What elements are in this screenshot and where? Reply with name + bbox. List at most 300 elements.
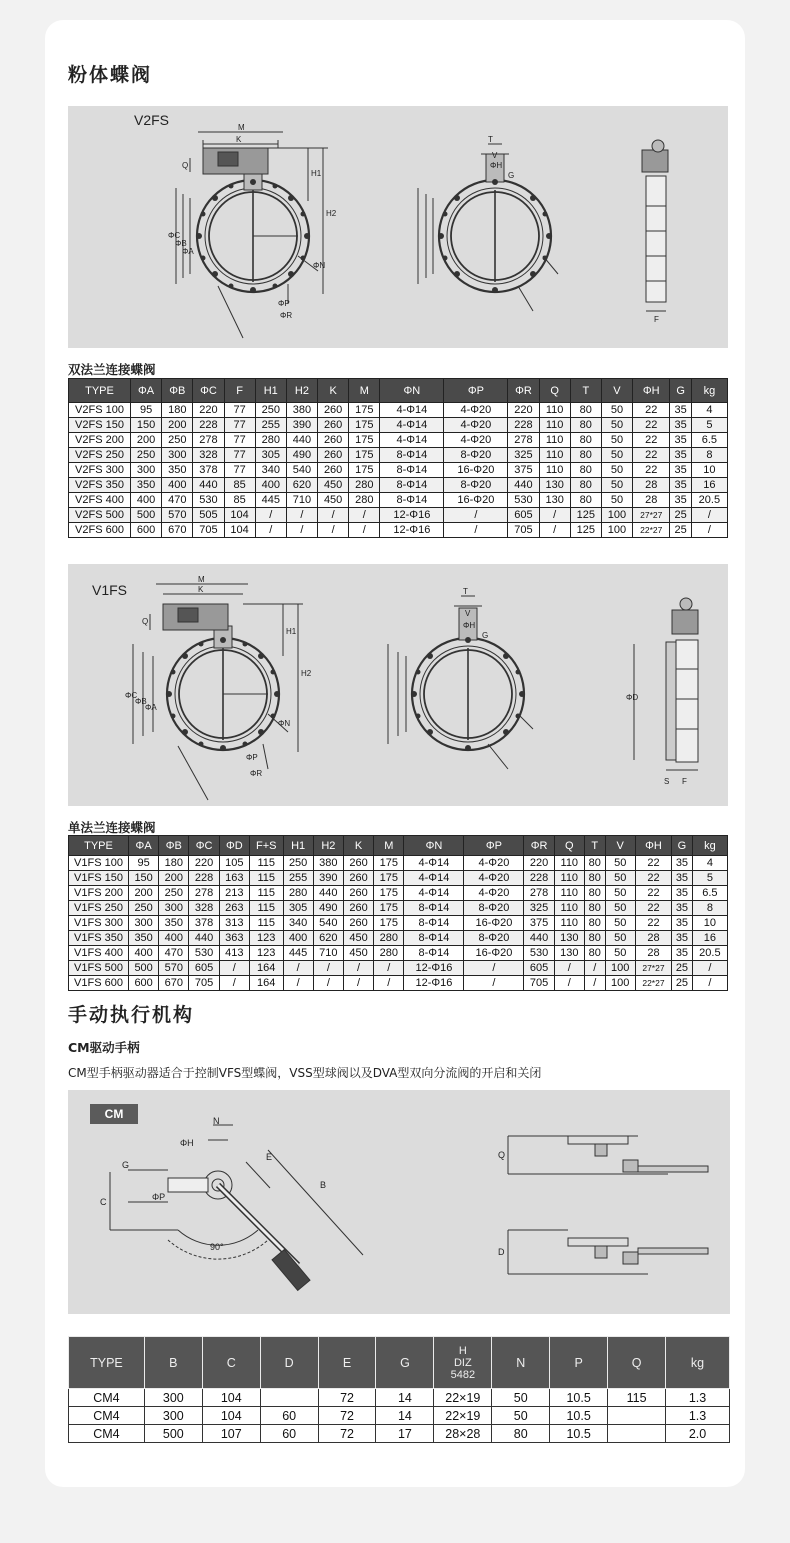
table-cell: 605: [524, 961, 554, 976]
table-row: [69, 463, 728, 478]
table-cell: 35: [672, 886, 693, 901]
cm-dim-E: E: [266, 1152, 273, 1162]
cm-angle-label: 90°: [210, 1242, 224, 1252]
v1fs-dim-V: V: [465, 609, 471, 618]
table-cell: 280: [349, 478, 380, 493]
table-cell: 28: [635, 946, 671, 961]
table-cell: 28: [633, 478, 670, 493]
t1-header: ΦN: [380, 379, 444, 403]
table-cell: 77: [224, 463, 255, 478]
table-cell: 50: [601, 463, 632, 478]
table-cell: 8-Φ14: [380, 448, 444, 463]
table-cell: 705: [524, 976, 554, 991]
table-cell: 280: [255, 433, 286, 448]
table-cell: 450: [318, 493, 349, 508]
table-cell: 123: [249, 946, 283, 961]
v1fs-dim-T: T: [463, 587, 468, 596]
table-cell: 10: [691, 463, 727, 478]
table-cell: CM4: [69, 1425, 145, 1443]
table-cell: 620: [313, 931, 343, 946]
table-cell: /: [584, 961, 605, 976]
table-cell: 77: [224, 418, 255, 433]
table-cell: 350: [131, 478, 162, 493]
table-cell: 130: [539, 478, 570, 493]
table-cell: 300: [129, 916, 159, 931]
table-cell: 600: [131, 523, 162, 538]
table-cell: 300: [159, 901, 189, 916]
table-cell: V2FS 200: [69, 433, 131, 448]
t2-header: ΦH: [635, 836, 671, 856]
table-cell: 80: [570, 418, 601, 433]
table-cell: 2.0: [666, 1425, 730, 1443]
v1fs-dim-D: ΦD: [626, 693, 639, 702]
table-cell: 8-Φ14: [404, 946, 464, 961]
table-cell: 22×19: [434, 1407, 492, 1425]
t3-header: kg: [666, 1337, 730, 1389]
table-row: [69, 1389, 730, 1407]
table-cell: 10.5: [550, 1389, 608, 1407]
table-cell: 4-Φ20: [444, 433, 508, 448]
v1fs-dim-K: K: [198, 585, 204, 594]
t1-header-type: TYPE: [69, 379, 131, 403]
table-cell: 278: [508, 433, 539, 448]
table-cell: 540: [313, 916, 343, 931]
v2fs-dim-R: ΦR: [280, 311, 293, 320]
v1fs-dim-F: F: [682, 777, 687, 786]
table-cell: 105: [219, 856, 249, 871]
table-cell: 4-Φ20: [464, 871, 524, 886]
table-cell: 300: [131, 463, 162, 478]
v1fs-dim-M: M: [198, 575, 205, 584]
table-cell: /: [255, 523, 286, 538]
table-cell: 35: [672, 871, 693, 886]
table-cell: /: [444, 508, 508, 523]
table-cell: 22: [635, 856, 671, 871]
section-title-manual-actuator: 手动执行机构: [68, 1004, 195, 1026]
table-cell: 27*27: [635, 961, 671, 976]
table-cell: 470: [162, 493, 193, 508]
table-row: [69, 523, 728, 538]
table-cell: 25: [672, 976, 693, 991]
table-cell: 710: [286, 493, 317, 508]
v1fs-dim-R: ΦR: [250, 769, 263, 778]
table-cell: 375: [524, 916, 554, 931]
t3-header: P: [550, 1337, 608, 1389]
table-cell: 4: [692, 856, 727, 871]
table-row: [69, 901, 728, 916]
t1-header: V: [601, 379, 632, 403]
table-cell: 50: [605, 946, 635, 961]
table-cell: 85: [224, 493, 255, 508]
table-cell: 107: [202, 1425, 260, 1443]
table-cell: 445: [255, 493, 286, 508]
table-cell: 280: [349, 493, 380, 508]
table-cell: 16: [692, 931, 727, 946]
table-cell: 80: [570, 448, 601, 463]
t2-header: ΦR: [524, 836, 554, 856]
table-cell: /: [691, 508, 727, 523]
table-cell: /: [374, 961, 404, 976]
table-cell: 540: [286, 463, 317, 478]
table-cell: 260: [343, 856, 373, 871]
table-cell: 80: [584, 916, 605, 931]
table-cell: 600: [129, 976, 159, 991]
table-cell: 530: [524, 946, 554, 961]
table-row: [69, 418, 728, 433]
table-cell: V2FS 300: [69, 463, 131, 478]
table-cell: V2FS 350: [69, 478, 131, 493]
table-cell: 35: [672, 856, 693, 871]
table-cell: 250: [255, 403, 286, 418]
table-row: [69, 946, 728, 961]
table-cell: V1FS 400: [69, 946, 129, 961]
table-cell: 1.3: [666, 1389, 730, 1407]
table-cell: 250: [162, 433, 193, 448]
table-cell: 8-Φ14: [404, 901, 464, 916]
table-cell: 110: [554, 871, 584, 886]
table-cell: 100: [605, 961, 635, 976]
table-cell: 163: [219, 871, 249, 886]
table-cell: V1FS 300: [69, 916, 129, 931]
table-cell: 25: [672, 961, 693, 976]
t1-header: H2: [286, 379, 317, 403]
table-cell: 72: [318, 1389, 376, 1407]
table-cell: V2FS 250: [69, 448, 131, 463]
t3-header: G: [376, 1337, 434, 1389]
table-cell: 450: [343, 946, 373, 961]
table-cell: 125: [570, 508, 601, 523]
table-cell: 228: [524, 871, 554, 886]
table-cell: 4-Φ20: [444, 403, 508, 418]
t3-header-H: H DIZ 5482: [434, 1337, 492, 1389]
table-cell: 14: [376, 1389, 434, 1407]
t1-header: F: [224, 379, 255, 403]
table-cell: 200: [129, 886, 159, 901]
table-cell: 440: [524, 931, 554, 946]
table-cell: 16-Φ20: [444, 493, 508, 508]
cm-dim-P: ΦP: [152, 1192, 166, 1202]
table-cell: 175: [374, 886, 404, 901]
table-cell: /: [286, 508, 317, 523]
table-cell: 22: [635, 886, 671, 901]
table-cell: 80: [570, 493, 601, 508]
table-cell: 80: [492, 1425, 550, 1443]
table-cell: /: [539, 523, 570, 538]
table-cell: 228: [508, 418, 539, 433]
table-cell: V1FS 100: [69, 856, 129, 871]
table-cell: 280: [374, 946, 404, 961]
v2fs-dim-V: V: [492, 151, 498, 160]
cm-technical-drawing: [68, 1090, 730, 1314]
t1-header: Q: [539, 379, 570, 403]
t1-header: M: [349, 379, 380, 403]
v2fs-dim-H2: H2: [326, 209, 337, 218]
t2-header: H1: [283, 836, 313, 856]
table-cell: 16-Φ20: [464, 916, 524, 931]
table-cell: 35: [670, 403, 691, 418]
table-cell: 164: [249, 961, 283, 976]
table-cell: 8-Φ14: [404, 916, 464, 931]
table-cell: /: [554, 961, 584, 976]
table-cell: 22: [635, 871, 671, 886]
v2fs-dim-K: K: [236, 135, 242, 144]
table-row: [69, 871, 728, 886]
table-cell: 260: [318, 463, 349, 478]
v1fs-dim-G: G: [482, 631, 489, 640]
table-cell: 440: [508, 478, 539, 493]
table-cell: 325: [508, 448, 539, 463]
v2fs-dim-N: ΦN: [313, 261, 326, 270]
t2-header: ΦD: [219, 836, 249, 856]
table-cell: V1FS 350: [69, 931, 129, 946]
table-cell: /: [349, 523, 380, 538]
table-cell: 213: [219, 886, 249, 901]
table-cell: 80: [584, 886, 605, 901]
table-cell: 12-Φ16: [404, 961, 464, 976]
t1-header: ΦC: [193, 379, 224, 403]
v1fs-drawing-panel: [68, 564, 728, 806]
t1-header: K: [318, 379, 349, 403]
t3-header: C: [202, 1337, 260, 1389]
table-cell: 175: [374, 901, 404, 916]
table-cell: 175: [374, 871, 404, 886]
t2-header: M: [374, 836, 404, 856]
table-cell: 28×28: [434, 1425, 492, 1443]
table-cell: 150: [131, 418, 162, 433]
cm-dim-B: B: [320, 1180, 327, 1190]
table-cell: 25: [670, 508, 691, 523]
table-cell: 50: [605, 931, 635, 946]
table-cell: 278: [189, 886, 219, 901]
v1fs-dim-B: ΦB: [135, 697, 147, 706]
table-cell: 130: [554, 931, 584, 946]
table-cell: 8-Φ20: [444, 478, 508, 493]
table-cell: 490: [286, 448, 317, 463]
table-cell: V1FS 500: [69, 961, 129, 976]
t2-header: ΦC: [189, 836, 219, 856]
table-cell: 50: [601, 478, 632, 493]
table-cell: 250: [131, 448, 162, 463]
table-cell: 125: [570, 523, 601, 538]
table-cell: 8: [691, 448, 727, 463]
table-cell: 620: [286, 478, 317, 493]
cm-dim-H: ΦH: [180, 1138, 194, 1148]
table-cell: /: [464, 961, 524, 976]
v2fs-drawing-panel: [68, 106, 728, 348]
table-cell: 22×19: [434, 1389, 492, 1407]
table-cell: 130: [539, 493, 570, 508]
table-cell: 100: [605, 976, 635, 991]
v1fs-technical-drawing: [68, 564, 728, 806]
v2fs-spec-table: [68, 378, 728, 538]
table-cell: V1FS 150: [69, 871, 129, 886]
table-cell: 328: [189, 901, 219, 916]
table-cell: 104: [224, 523, 255, 538]
table-cell: 110: [539, 403, 570, 418]
cm-drawing-panel: [68, 1090, 730, 1314]
table-cell: 10: [692, 916, 727, 931]
table-cell: /: [286, 523, 317, 538]
table-cell: 35: [670, 448, 691, 463]
table-cell: 110: [554, 916, 584, 931]
table-cell: 50: [492, 1407, 550, 1425]
table-cell: /: [219, 976, 249, 991]
table-cell: 17: [376, 1425, 434, 1443]
table-cell: 220: [524, 856, 554, 871]
table-cell: [260, 1389, 318, 1407]
table-cell: 110: [554, 856, 584, 871]
table-cell: 22: [633, 418, 670, 433]
table-cell: 22: [633, 448, 670, 463]
table-cell: 95: [129, 856, 159, 871]
table-cell: 278: [524, 886, 554, 901]
table-cell: 35: [670, 418, 691, 433]
table-row: [69, 1425, 730, 1443]
table-cell: 380: [286, 403, 317, 418]
table-cell: 228: [189, 871, 219, 886]
t3-body: [69, 1389, 730, 1443]
table-cell: 445: [283, 946, 313, 961]
table-cell: 450: [343, 931, 373, 946]
t1-header: ΦA: [131, 379, 162, 403]
table-cell: 12-Φ16: [380, 523, 444, 538]
table-cell: 28: [633, 493, 670, 508]
table-cell: 110: [539, 433, 570, 448]
table-cell: 175: [349, 433, 380, 448]
table-cell: V2FS 100: [69, 403, 131, 418]
table-cell: /: [219, 961, 249, 976]
table-cell: 340: [255, 463, 286, 478]
cm-dim-N: N: [213, 1116, 220, 1126]
table-cell: 500: [131, 508, 162, 523]
t3-header: Q: [608, 1337, 666, 1389]
table-cell: 250: [129, 901, 159, 916]
table-cell: 115: [249, 916, 283, 931]
table-cell: 4-Φ20: [464, 856, 524, 871]
table-cell: 8-Φ14: [380, 463, 444, 478]
table2-caption: 单法兰连接蝶阀: [68, 820, 156, 835]
t2-header: ΦN: [404, 836, 464, 856]
table-cell: 255: [255, 418, 286, 433]
table-cell: 363: [219, 931, 249, 946]
table-cell: 340: [283, 916, 313, 931]
table-cell: 22: [633, 463, 670, 478]
table-cell: 4-Φ14: [380, 403, 444, 418]
table-cell: [608, 1407, 666, 1425]
table-cell: 380: [313, 856, 343, 871]
v2fs-dim-P: ΦP: [278, 299, 290, 308]
table-cell: 100: [601, 508, 632, 523]
table-cell: V2FS 150: [69, 418, 131, 433]
table-cell: V2FS 500: [69, 508, 131, 523]
table-cell: 80: [584, 901, 605, 916]
table-cell: 80: [570, 463, 601, 478]
table-cell: 50: [601, 433, 632, 448]
t3-header: B: [144, 1337, 202, 1389]
table-cell: 110: [539, 418, 570, 433]
table-cell: 375: [508, 463, 539, 478]
table-cell: 110: [539, 463, 570, 478]
table-cell: /: [464, 976, 524, 991]
t3-header: E: [318, 1337, 376, 1389]
table-cell: 4-Φ14: [404, 871, 464, 886]
table-cell: 25: [670, 523, 691, 538]
table-cell: 60: [260, 1425, 318, 1443]
table-cell: 400: [283, 931, 313, 946]
table-cell: 313: [219, 916, 249, 931]
t2-header: V: [605, 836, 635, 856]
table-cell: 530: [189, 946, 219, 961]
table-cell: 6.5: [691, 433, 727, 448]
table-cell: 22*27: [633, 523, 670, 538]
table-cell: 280: [283, 886, 313, 901]
table-cell: 378: [189, 916, 219, 931]
table-cell: 115: [249, 856, 283, 871]
table-cell: 400: [129, 946, 159, 961]
v2fs-dim-T: T: [488, 135, 493, 144]
table-cell: 570: [162, 508, 193, 523]
table-cell: 440: [286, 433, 317, 448]
cm-spec-table: [68, 1336, 730, 1443]
t2-header: H2: [313, 836, 343, 856]
table-cell: 280: [374, 931, 404, 946]
table-cell: 300: [144, 1389, 202, 1407]
table-row: [69, 403, 728, 418]
v1fs-dim-C: ΦC: [125, 691, 138, 700]
table-cell: /: [349, 508, 380, 523]
table-cell: 80: [584, 946, 605, 961]
table-cell: 35: [672, 946, 693, 961]
table-cell: /: [343, 961, 373, 976]
table-cell: 413: [219, 946, 249, 961]
table-cell: 260: [343, 901, 373, 916]
table-cell: 50: [601, 493, 632, 508]
table-cell: 705: [189, 976, 219, 991]
table-cell: 4-Φ14: [404, 856, 464, 871]
table-cell: 4-Φ20: [444, 418, 508, 433]
table-cell: V1FS 600: [69, 976, 129, 991]
v2fs-dim-H: ΦH: [490, 161, 503, 170]
table-row: [69, 1407, 730, 1425]
table1-caption: 双法兰连接蝶阀: [68, 362, 156, 377]
table-cell: 80: [570, 433, 601, 448]
table-cell: 180: [159, 856, 189, 871]
t2-header: Q: [554, 836, 584, 856]
table-cell: 505: [193, 508, 224, 523]
table-cell: 255: [283, 871, 313, 886]
table-cell: 16: [691, 478, 727, 493]
table-cell: 80: [584, 931, 605, 946]
table-cell: 440: [313, 886, 343, 901]
table-cell: 22: [635, 916, 671, 931]
t1-header: H1: [255, 379, 286, 403]
v1fs-dim-Q: Q: [142, 617, 149, 626]
v1fs-dim-H: ΦH: [463, 621, 476, 630]
table-cell: 80: [584, 856, 605, 871]
table-cell: 328: [193, 448, 224, 463]
table-cell: 5: [691, 418, 727, 433]
table-cell: 4-Φ20: [464, 886, 524, 901]
t1-header: ΦB: [162, 379, 193, 403]
table-cell: 350: [159, 916, 189, 931]
table-cell: 5: [692, 871, 727, 886]
table-cell: 400: [131, 493, 162, 508]
v1fs-dim-A: ΦA: [145, 703, 157, 712]
table-cell: 20.5: [691, 493, 727, 508]
table-cell: 12-Φ16: [380, 508, 444, 523]
t1-header: T: [570, 379, 601, 403]
table-row: [69, 856, 728, 871]
